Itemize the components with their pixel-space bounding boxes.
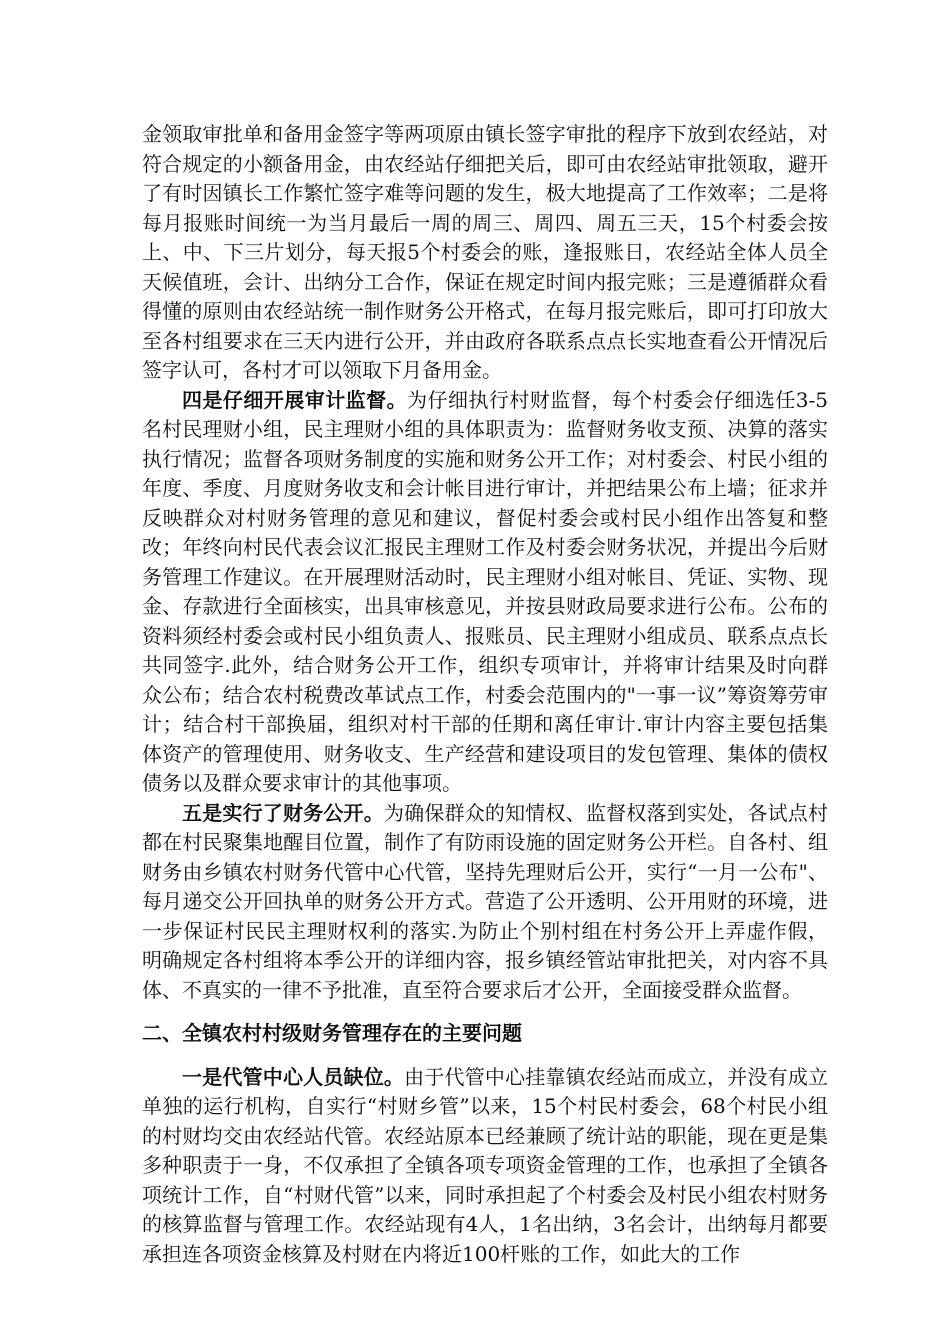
section-heading: 二、全镇农村村级财务管理存在的主要问题 [142,1021,522,1045]
paragraph-lead: 五是实行了财务公开。 [182,800,384,825]
document-page [142,120,828,1269]
paragraph-lead: 四是仔细开展审计监督。 [182,387,408,412]
paragraph-lead: 一是代管中心人员缺位。 [182,1064,405,1089]
paragraph-body: 由于代管中心挂靠镇农经站而成立，并没有成立单独的运行机构，自实行“村财乡管”以来，15个村民村委会，68个村民小组的村财均交由农经站代管。农经站原本已经兼顾了统计站的职能，现在更是集多种职责于一身，不仅承担了全镇各项专项资金管理的工作，也承担了全镇各项统计工作，自“村财代管”以来，同时承担起了个村委会及村民小组农村财务的核算监督与管理工作。农经站现有4人，1名出纳，3名会计，出纳每月都要承担连各项资金核算及村财在内将近100杆账的工作，如此大的工作 [142,1064,829,1266]
paragraph-continuation: 金领取审批单和备用金签字等两项原由镇长签字审批的程序下放到农经站，对符合规定的小额备用金，由农经站仔细把关后，即可由农经站审批领取，避开了有时因镇长工作繁忙签字难等问题的发生，极大地提高了工作效率；二是将每月报账时间统一为当月最后一周的周三、周四、周五三天，15个村委会按上、中、下三片划分，每天报5个村委会的账，逢报账日，农经站全体人员全天候值班，会计、出纳分工合作，保证在规定时间内报完账；三是遵循群众看得懂的原则由农经站统一制作财务公开格式，在每月报完账后，即可打印放大至各村组要求在三天内进行公开，并由政府各联系点点长实地查看公开情况后签字认可，各村才可以领取下月备用金。 [142,122,828,382]
paragraph-staff-shortage [142,1063,828,1270]
paragraph-body: 为仔细执行村财监督，每个村委会仔细选任3-5名村民理财小组，民主理财小组的具体职责为：监督财务收支预、决算的落实执行情况；监督各项财务制度的实施和财务公开工作；对村委会、村民小组的年度、季度、月度财务收支和会计帐目进行审计，并把结果公布上墙；征求并反映群众对村财务管理的意见和建议，督促村委会或村民小组作出答复和整改；年终向村民代表会议汇报民主理财工作及村委会财务状况，并提出今后财务管理工作建议。在开展理财活动时，民主理财小组对帐目、凭证、实物、现金、存款进行全面核实，出具审核意见，并按县财政局要求进行公布。公布的资料须经村委会或村民小组负责人、报账员、民主理财小组成员、联系点点长共同签字.此外，结合财务公开工作，组织专项审计，并将审计结果及时向群众公布；结合农村税费改革试点工作，村委会范围内的"一事一议”筹资筹劳审计；结合村干部换届，组织对村干部的任期和离任审计.审计内容主要包括集体资产的管理使用、财务收支、生产经营和建设项目的发包管理、集体的债权债务以及群众要求审计的其他事项。 [142,387,828,795]
paragraph-audit-supervision [142,386,828,799]
paragraph-financial-disclosure [142,799,828,1006]
paragraph-body: 为确保群众的知情权、监督权落到实处，各试点村都在村民聚集地醒目位置，制作了有防雨设施的固定财务公开栏。自各村、组财务由乡镇农村财务代管中心代管，坚持先理财后公开，实行“一月一公布"、每月递交公开回执单的财务公开方式。营造了公开透明、公开用财的环境，进一步保证村民民主理财权利的落实.为防止个别村组在村务公开上弄虚作假，明确规定各村组将本季公开的详细内容，报乡镇经管站审批把关，对内容不具体、不真实的一律不予批准，直至符合要求后才公开，全面接受群众监督。 [142,800,829,1002]
